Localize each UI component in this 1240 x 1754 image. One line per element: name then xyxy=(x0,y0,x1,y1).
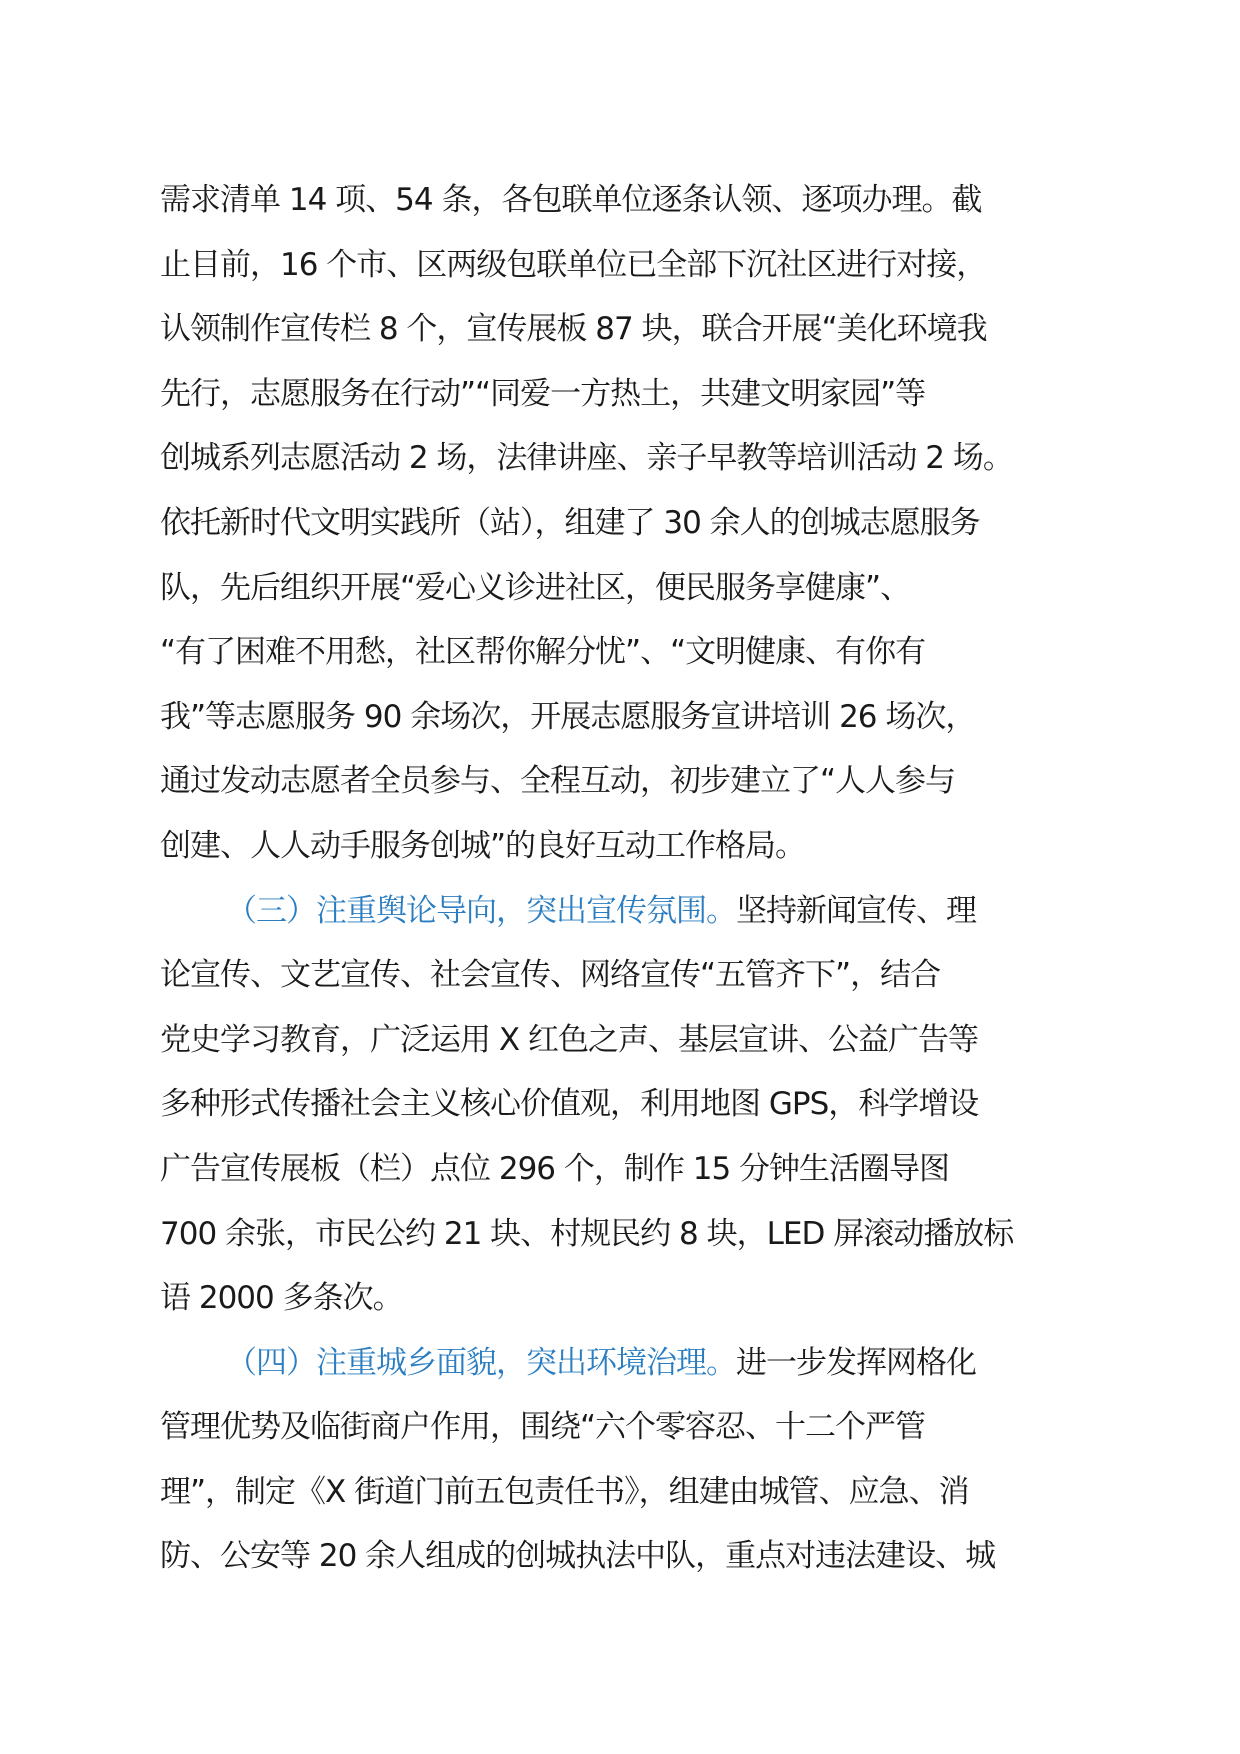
paragraph-line: “有了困难不用愁，社区帮你解分忧”、“文明健康、有你有 xyxy=(160,634,926,671)
section-4-first-line xyxy=(160,1331,1100,1396)
paragraph-line: 先行，志愿服务在行动”“同爱一方热土，共建文明家园”等 xyxy=(160,375,926,412)
paragraph-line: 党史学习教育，广泛运用 X 红色之声、基层宣讲、公益广告等 xyxy=(160,1021,978,1058)
paragraph-line: 我”等志愿服务 90 余场次，开展志愿服务宣讲培训 26 场次， xyxy=(160,698,976,735)
paragraph-line: 依托新时代文明实践所（站），组建了 30 余人的创城志愿服务 xyxy=(160,504,980,541)
paragraph-line: 语 2000 多条次。 xyxy=(160,1280,403,1317)
paragraph-line: 止目前，16 个市、区两级包联单位已全部下沉社区进行对接， xyxy=(160,246,987,283)
document-body xyxy=(160,168,1100,1589)
paragraph-line: 防、公安等 20 余人组成的创城执法中队，重点对违法建设、城 xyxy=(160,1538,996,1575)
paragraph-line: 理”，制定《X 街道门前五包责任书》，组建由城管、应急、消 xyxy=(160,1473,969,1510)
paragraph-line: 论宣传、文艺宣传、社会宣传、网络宣传“五管齐下”，结合 xyxy=(160,957,941,994)
paragraph-line: 通过发动志愿者全员参与、全程互动，初步建立了“人人参与 xyxy=(160,763,956,800)
paragraph-line: 多种形式传播社会主义核心价值观，利用地图 GPS，科学增设 xyxy=(160,1086,979,1123)
paragraph-line: 需求清单 14 项、54 条，各包联单位逐条认领、逐项办理。截 xyxy=(160,182,982,218)
paragraph-line: 管理优势及临街商户作用，围绕“六个零容忍、十二个严管 xyxy=(160,1409,926,1446)
paragraph-line: 创城系列志愿活动 2 场，法律讲座、亲子早教等培训活动 2 场。 xyxy=(160,440,1013,477)
section-4-heading: （四）注重城乡面貌，突出环境治理。 xyxy=(226,1344,736,1381)
section-3-first-line xyxy=(160,879,1100,944)
paragraph-line: 广告宣传展板（栏）点位 296 个，制作 15 分钟生活圈导图 xyxy=(160,1150,950,1187)
paragraph-line: 认领制作宣传栏 8 个，宣传展板 87 块，联合开展“美化环境我 xyxy=(160,311,987,348)
section-3-first-line-text: 坚持新闻宣传、理 xyxy=(736,892,976,929)
section-4-first-line-text: 进一步发挥网格化 xyxy=(736,1344,976,1381)
section-3-heading: （三）注重舆论导向，突出宣传氛围。 xyxy=(226,892,736,929)
paragraph-line: 700 余张，市民公约 21 块、村规民约 8 块，LED 屏滚动播放标 xyxy=(160,1215,1014,1252)
paragraph-line: 创建、人人动手服务创城”的良好互动工作格局。 xyxy=(160,827,806,864)
paragraph-line: 队，先后组织开展“爱心义诊进社区，便民服务享健康”、 xyxy=(160,569,911,606)
